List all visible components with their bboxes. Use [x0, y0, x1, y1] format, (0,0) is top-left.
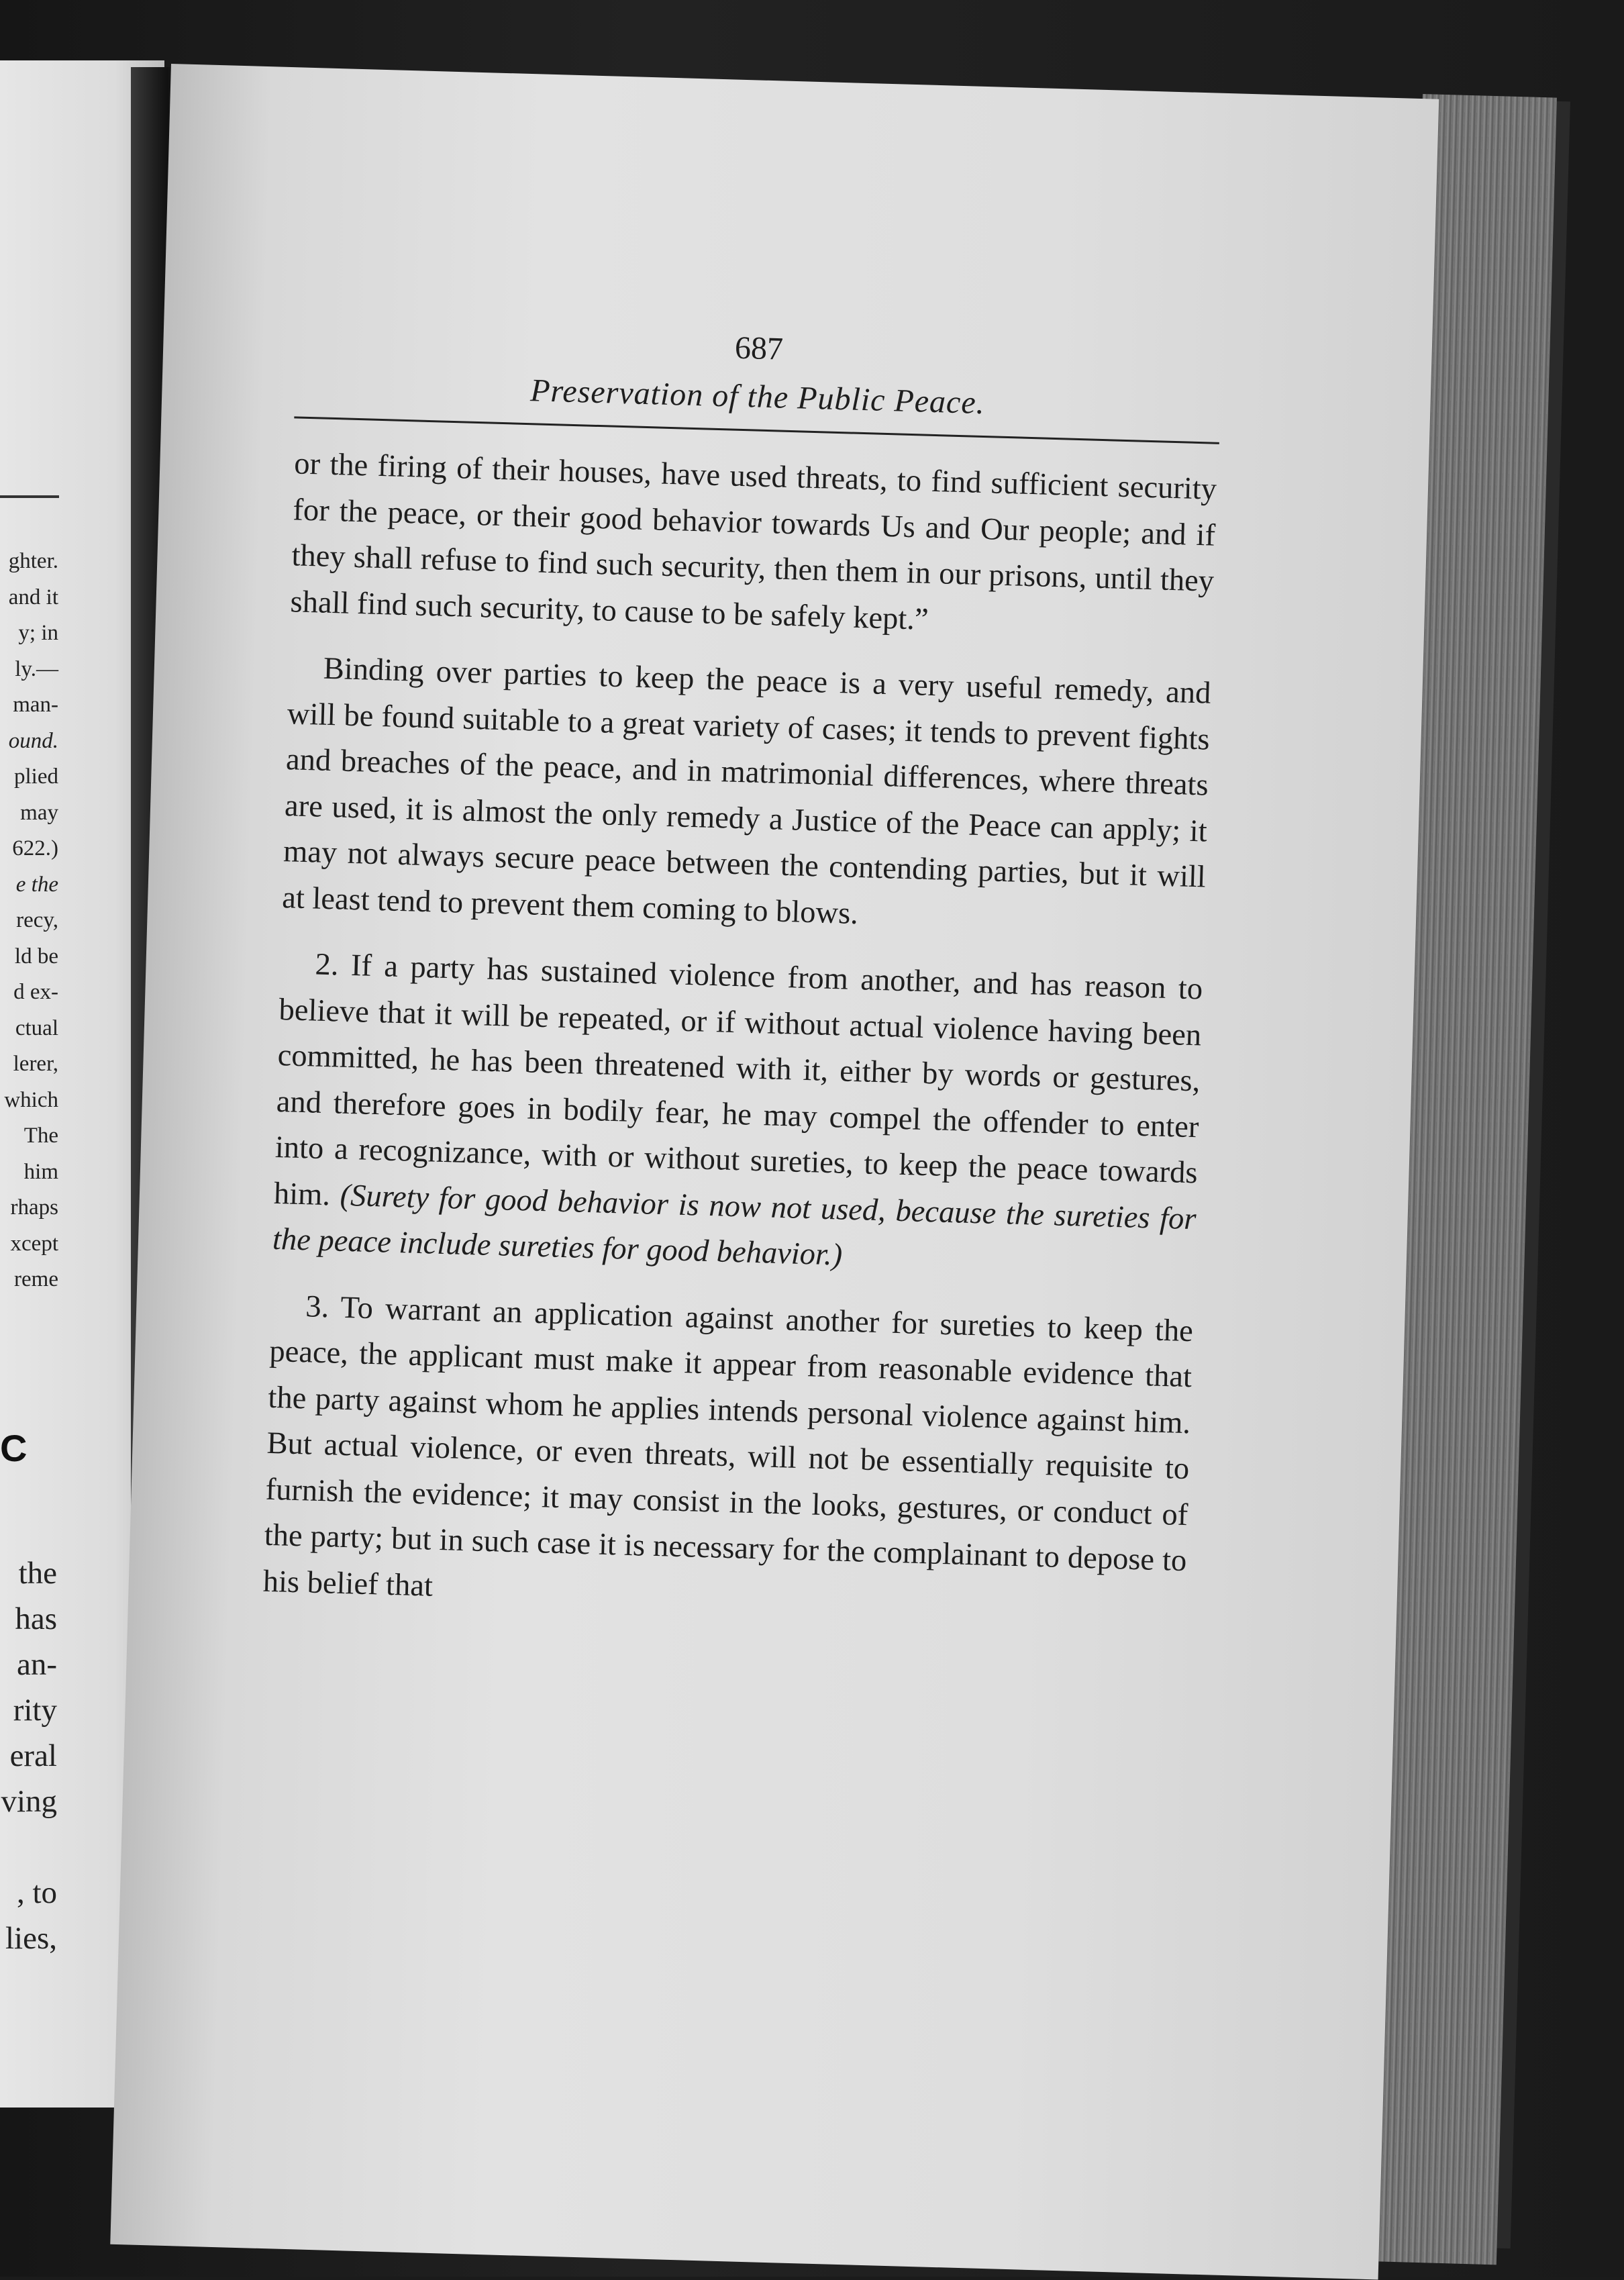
left-fragment: rity: [13, 1693, 57, 1728]
left-fragment: and it: [8, 585, 58, 609]
left-fragment: , to: [16, 1875, 57, 1910]
paragraph-text: Binding over parties to keep the peace is a very useful remedy, and will be found suitable to a great variety of cases; it tends to prevent fights and breaches of the peace, and in matrimonial differences, where threats are used, it is almost the only remedy a Justice of the Peace can apply; it may not always secure peace between the contending parties, but it will at least tend to prevent them coming to blows.: [281, 651, 1212, 931]
left-fragment: the: [18, 1556, 57, 1591]
left-fragment: recy,: [16, 908, 58, 932]
running-head: Preservation of the Public Peace.: [529, 373, 986, 422]
left-fragment: may: [20, 800, 58, 825]
left-fragment: lerer,: [13, 1052, 58, 1076]
left-fragment: 622.): [12, 836, 58, 860]
left-fragment: The: [23, 1124, 58, 1148]
left-fragment: has: [15, 1601, 57, 1636]
left-fragment: man-: [13, 693, 58, 717]
left-fragment: y; in: [18, 621, 58, 645]
left-fragment: xcept: [10, 1231, 58, 1256]
left-fragment: which: [4, 1087, 58, 1112]
left-fragment: an-: [16, 1647, 57, 1682]
left-fragment: ctual: [15, 1015, 58, 1040]
right-page: [110, 64, 1439, 2280]
paragraph: [272, 941, 1203, 1289]
left-fragment: ving: [1, 1784, 57, 1819]
left-fragment: lies,: [5, 1921, 57, 1956]
left-fragment: him: [23, 1159, 58, 1184]
left-fragment: ound.: [8, 728, 58, 753]
left-page-heading: C: [0, 1427, 28, 1469]
page-number: 687: [734, 330, 784, 367]
left-page-fragments-upper: [0, 544, 58, 1298]
paragraph-text: 3. To warrant an application against another for sureties to keep the peace, the applicant must make it appear from reasonable evidence that the party against whom he applies intends personal violence against him. But actual violence, or even threats, will not be essentially requisite to furnish the evidence; it may consist in the looks, gestures, or conduct of the party; but in such case it is necessary for the complainant to depose to his belief that: [262, 1289, 1194, 1603]
left-fragment: reme: [14, 1267, 58, 1291]
paragraph-text: 2. If a party has sustained violence from another, and has reason to believe that it will be repeated, or if without actual violence having been committed, he has been threatened with it, either by words or gestures, and therefore goes in bodily fear, he may compel the offender to enter into a recognizance, with or without sureties, to keep the peace towards him.: [273, 947, 1203, 1212]
paragraph-italic-note: (Surety for good behavior is now not used, because the sureties for the peace include sureties for good behavior.): [272, 1178, 1197, 1273]
paragraph-text: or the firing of their houses, have used threats, to find sufficient security for the peace, or their good behavior towards Us and Our people; and if they shall refuse to find such security, then them in our prisons, until they shall find such security, to cause to be safely kept.”: [289, 446, 1217, 637]
paragraph: [281, 645, 1211, 946]
left-fragment: e the: [15, 872, 58, 897]
paragraph: [290, 441, 1217, 650]
left-fragment: d ex-: [13, 980, 58, 1004]
left-fragment: ld be: [14, 944, 58, 969]
left-fragment: [0, 1824, 57, 1870]
left-fragment: ly.—: [15, 656, 58, 681]
left-fragment: eral: [9, 1738, 57, 1773]
left-page-fragments-lower: [0, 1550, 57, 1961]
left-fragment: rhaps: [10, 1195, 58, 1220]
left-fragment: ghter.: [8, 549, 58, 573]
left-fragment: plied: [14, 764, 58, 789]
left-page-rule: [0, 495, 59, 498]
paragraph: [262, 1283, 1194, 1630]
page-content: [262, 315, 1221, 1650]
